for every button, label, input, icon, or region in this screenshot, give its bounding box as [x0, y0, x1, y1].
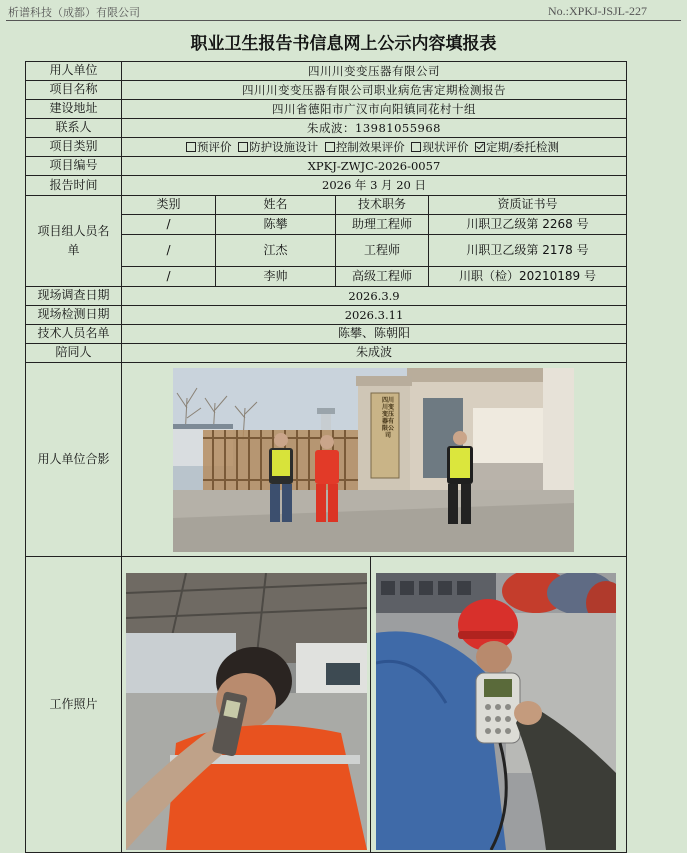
row-category [26, 138, 627, 157]
checkbox-icon [411, 142, 421, 152]
contact-value: 朱成波：13981055968 [122, 119, 627, 138]
row-address [26, 100, 627, 119]
row-test-date [26, 306, 627, 325]
report-form-table [25, 61, 627, 853]
work-photo-divider [370, 557, 371, 852]
row-employer [26, 62, 627, 81]
work-photo-cell [122, 557, 627, 853]
category-option-label: 定期/委托检测 [486, 139, 559, 154]
category-option-label: 预评价 [197, 139, 232, 154]
tech-staff-label: 技术人员名单 [26, 325, 122, 344]
row-work-photo [26, 557, 627, 853]
category-option-label: 防护设施设计 [249, 139, 319, 154]
member-title: 助理工程师 [336, 215, 429, 235]
work-photos-frame [122, 557, 626, 852]
member-category: / [122, 267, 216, 287]
project-name-value: 四川川变变压器有限公司职业病危害定期检测报告 [122, 81, 627, 100]
header-company: 析谱科技（成都）有限公司 [8, 6, 140, 19]
escort-value: 朱成波 [122, 344, 627, 363]
page-title: 职业卫生报告书信息网上公示内容填报表 [190, 34, 497, 54]
tech-staff-value: 陈攀、陈朝阳 [122, 325, 627, 344]
address-value: 四川省德阳市广汉市向阳镇同花村十组 [122, 100, 627, 119]
test-date-value: 2026.3.11 [122, 306, 627, 325]
group-photo-frame [122, 363, 626, 556]
team-label: 项目组人员名单 [26, 196, 122, 287]
contact-label: 联系人 [26, 119, 122, 138]
work-photo-right [376, 573, 616, 850]
group-photo-illustration [173, 368, 574, 552]
group-photo-label: 用人单位合影 [26, 363, 122, 557]
category-option-protection-design[interactable] [238, 141, 318, 154]
address-label: 建设地址 [26, 100, 122, 119]
checkbox-icon [186, 142, 196, 152]
category-label: 项目类别 [26, 138, 122, 157]
member-cert: 川职卫乙级第 2268 号 [429, 215, 627, 235]
work-photo-label: 工作照片 [26, 557, 122, 853]
member-cert: 川职（检）20210189 号 [429, 267, 627, 287]
category-option-label: 现状评价 [422, 139, 469, 154]
work-photo-right-illustration [376, 573, 616, 850]
project-no-label: 项目编号 [26, 157, 122, 176]
row-project-no [26, 157, 627, 176]
member-cert: 川职卫乙级第 2178 号 [429, 235, 627, 267]
team-header-row [26, 196, 627, 215]
test-date-label: 现场检测日期 [26, 306, 122, 325]
group-photo-sign-text: 四川川变变压器有限公司 [382, 397, 395, 439]
row-contact [26, 119, 627, 138]
member-category: / [122, 235, 216, 267]
work-photo-left [126, 573, 367, 850]
row-report-date [26, 176, 627, 196]
category-option-label: 控制效果评价 [335, 139, 405, 154]
project-name-label: 项目名称 [26, 81, 122, 100]
member-name: 陈攀 [216, 215, 336, 235]
member-title: 高级工程师 [336, 267, 429, 287]
row-escort [26, 344, 627, 363]
member-category: / [122, 215, 216, 235]
member-name: 江杰 [216, 235, 336, 267]
report-date-value: 2026 年 3 月 20 日 [122, 176, 627, 196]
category-options [122, 138, 627, 157]
checkbox-icon [238, 142, 248, 152]
project-no-value: XPKJ-ZWJC-2026-0057 [122, 157, 627, 176]
row-survey-date [26, 287, 627, 306]
category-option-periodic-test[interactable] [475, 141, 559, 154]
checkbox-checked-icon [475, 142, 485, 152]
escort-label: 陪同人 [26, 344, 122, 363]
row-project-name [26, 81, 627, 100]
checkbox-icon [325, 142, 335, 152]
report-date-label: 报告时间 [26, 176, 122, 196]
team-header-cert: 资质证书号 [429, 196, 627, 215]
header-divider [6, 20, 681, 21]
employer-value: 四川川变变压器有限公司 [122, 62, 627, 81]
row-tech-staff [26, 325, 627, 344]
row-group-photo [26, 363, 627, 557]
header-doc-number: No.:XPKJ-JSJL-227 [547, 4, 647, 18]
employer-label: 用人单位 [26, 62, 122, 81]
member-name: 李帅 [216, 267, 336, 287]
category-option-pre-eval[interactable] [186, 141, 232, 154]
group-photo-cell [122, 363, 627, 557]
category-option-status-eval[interactable] [411, 141, 468, 154]
team-header-category: 类别 [122, 196, 216, 215]
team-header-name: 姓名 [216, 196, 336, 215]
member-title: 工程师 [336, 235, 429, 267]
work-photo-left-illustration [126, 573, 367, 850]
survey-date-label: 现场调查日期 [26, 287, 122, 306]
group-photo-image [173, 368, 574, 552]
survey-date-value: 2026.3.9 [122, 287, 627, 306]
category-option-control-eval[interactable] [325, 141, 405, 154]
team-header-title: 技术职务 [336, 196, 429, 215]
